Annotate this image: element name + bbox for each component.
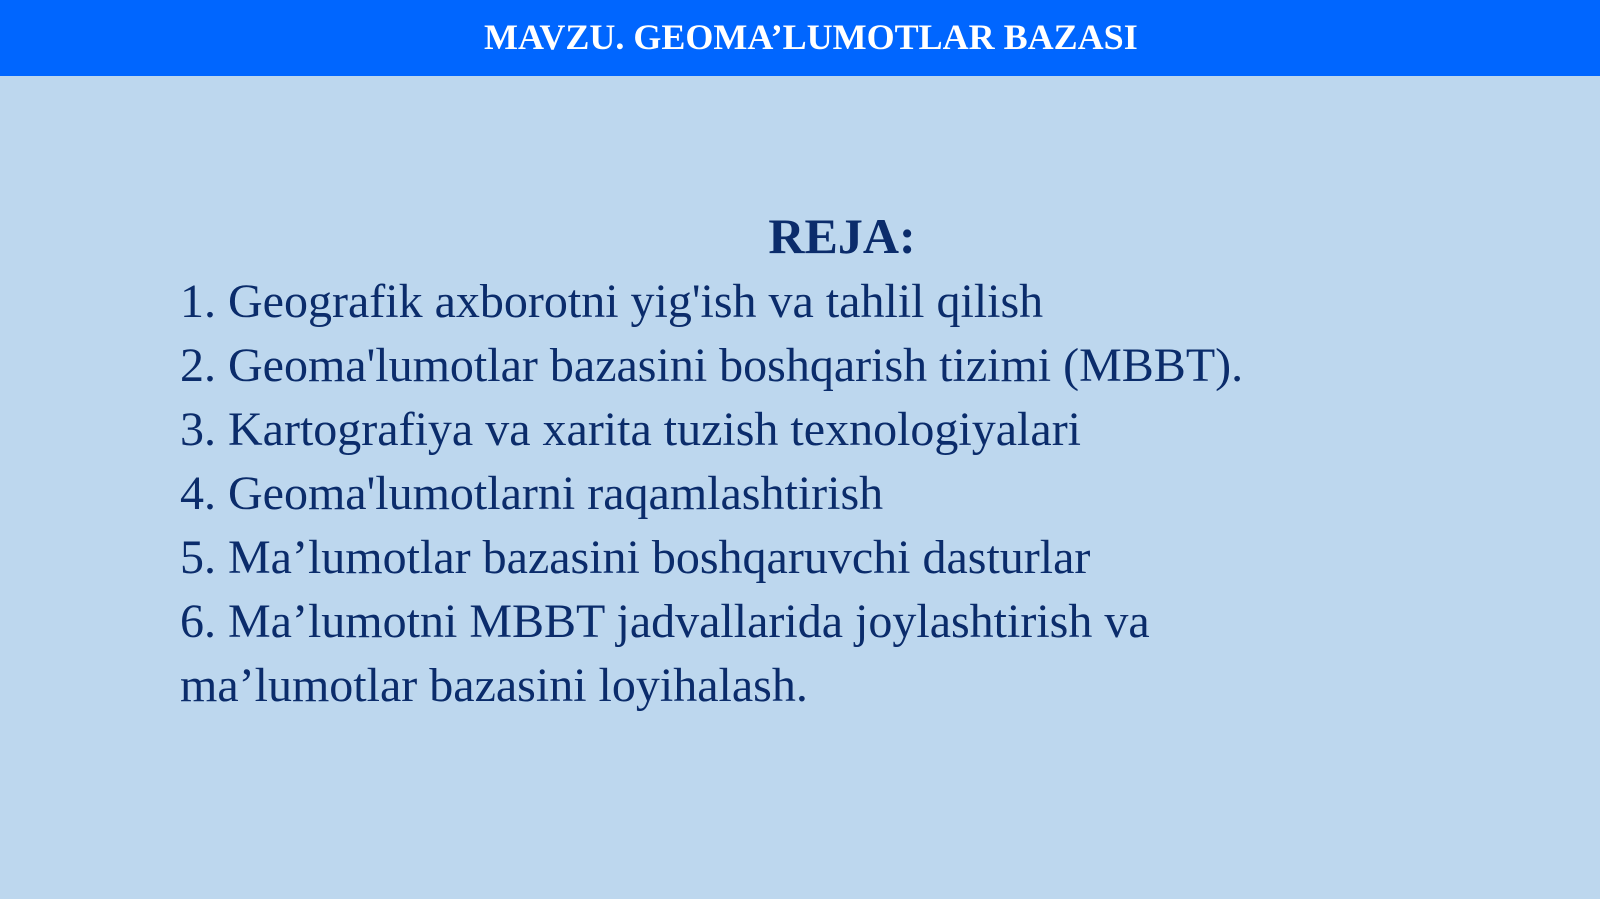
header-bar [0,0,1600,76]
plan-list [180,270,1480,718]
plan-item-6-continuation: ma’lumotlar bazasini loyihalash. [180,659,808,712]
plan-item-6: 6. Ma’lumotni MBBT jadvallarida joylashtirish va [180,595,1150,648]
plan-item-4: 4. Geoma'lumotlarni raqamlashtirish [180,467,884,520]
plan-item-3: 3. Kartografiya va xarita tuzish texnologiyalari [180,403,1082,456]
plan-item-1: 1. Geografik axborotni yig'ish va tahlil qilish [180,275,1044,328]
slide-title: MAVZU. GEOMA’LUMOTLAR BAZASI [484,17,1138,57]
plan-item-2: 2. Geoma'lumotlar bazasini boshqarish tizimi (MBBT). [180,339,1244,392]
plan-item-5: 5. Ma’lumotlar bazasini boshqaruvchi dasturlar [180,531,1091,584]
plan-heading: REJA: [768,208,916,264]
